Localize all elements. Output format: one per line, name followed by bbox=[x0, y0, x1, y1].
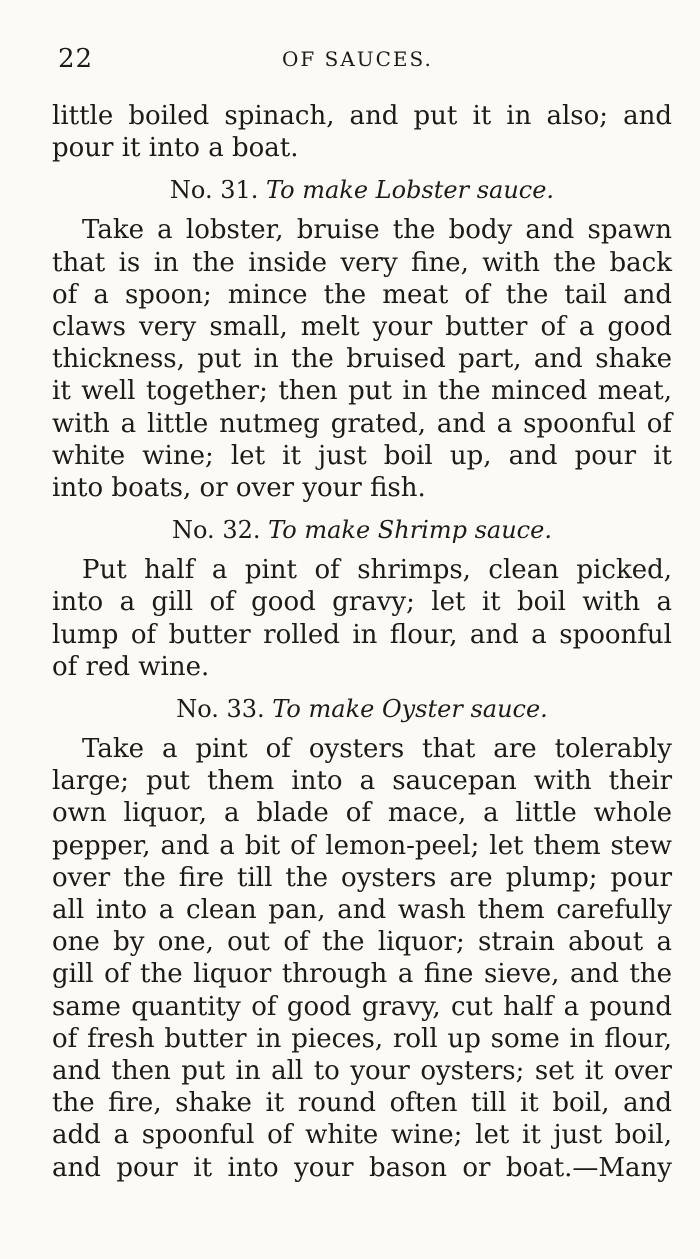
recipe-title: To make Lobster sauce. bbox=[266, 176, 555, 205]
recipe-number: No. 33. bbox=[176, 695, 265, 724]
text-line: of fresh butter in pieces, roll up some in flour, bbox=[52, 1023, 672, 1054]
recipe-heading bbox=[52, 693, 672, 725]
text-line: and pour it into your bason or boat.—Many bbox=[52, 1152, 672, 1183]
text-line: of red wine. bbox=[52, 651, 210, 682]
text-line: large; put them into a saucepan with their bbox=[52, 766, 672, 797]
text-line: over the fire till the oysters are plump; pour bbox=[52, 862, 672, 893]
text-line: thickness, put in the bruised part, and shake bbox=[52, 344, 672, 375]
body-text bbox=[52, 100, 672, 1184]
text-line: lump of butter rolled in flour, and a spoonful bbox=[52, 619, 672, 650]
recipe-heading bbox=[52, 174, 672, 206]
text-line: own liquor, a blade of mace, a little whole bbox=[52, 798, 672, 829]
continuation-paragraph bbox=[52, 100, 672, 164]
text-line: it well together; then put in the minced meat, bbox=[52, 376, 672, 407]
text-line: and then put in all to your oysters; set it over bbox=[52, 1056, 672, 1087]
text-line: all into a clean pan, and wash them carefully bbox=[52, 895, 672, 926]
text-line: claws very small, melt your butter of a good bbox=[52, 312, 672, 343]
recipe-lobster-sauce bbox=[52, 174, 672, 504]
recipe-oyster-sauce bbox=[52, 693, 672, 1184]
text-line: Take a pint of oysters that are tolerably bbox=[82, 734, 672, 765]
page-header bbox=[0, 44, 700, 84]
recipe-heading bbox=[52, 514, 672, 546]
text-line: of a spoon; mince the meat of the tail and bbox=[52, 279, 672, 310]
recipe-title: To make Oyster sauce. bbox=[272, 695, 548, 724]
recipe-shrimp-sauce bbox=[52, 514, 672, 683]
page-number: 22 bbox=[58, 44, 94, 74]
text-line: that is in the inside very fine, with the back bbox=[52, 247, 672, 278]
text-line: with a little nutmeg grated, and a spoonful of bbox=[52, 408, 672, 439]
text-line: little boiled spinach, and put it in also; and bbox=[52, 101, 672, 131]
text-line: add a spoonful of white wine; let it just boil, bbox=[52, 1120, 672, 1151]
recipe-number: No. 31. bbox=[169, 176, 259, 205]
text-line: into boats, or over your fish. bbox=[52, 473, 426, 504]
text-line: pour it into a boat. bbox=[52, 133, 299, 164]
text-line: the fire, shake it round often till it boil, and bbox=[52, 1088, 672, 1119]
running-head: OF SAUCES. bbox=[282, 47, 433, 71]
text-line: Put half a pint of shrimps, clean picked, bbox=[82, 555, 672, 586]
text-line: one by one, out of the liquor; strain about a bbox=[52, 927, 672, 958]
recipe-title: To make Shrimp sauce. bbox=[268, 516, 552, 545]
text-line: gill of the liquor through a fine sieve, and the bbox=[52, 959, 672, 990]
text-line: into a gill of good gravy; let it boil with a bbox=[52, 587, 672, 618]
text-line: white wine; let it just boil up, and pour it bbox=[52, 440, 672, 471]
text-line: Take a lobster, bruise the body and spawn bbox=[82, 215, 672, 246]
text-line: pepper, and a bit of lemon-peel; let them stew bbox=[52, 830, 672, 861]
text-line: same quantity of good gravy, cut half a pound bbox=[52, 991, 672, 1022]
recipe-number: No. 32. bbox=[172, 516, 261, 545]
